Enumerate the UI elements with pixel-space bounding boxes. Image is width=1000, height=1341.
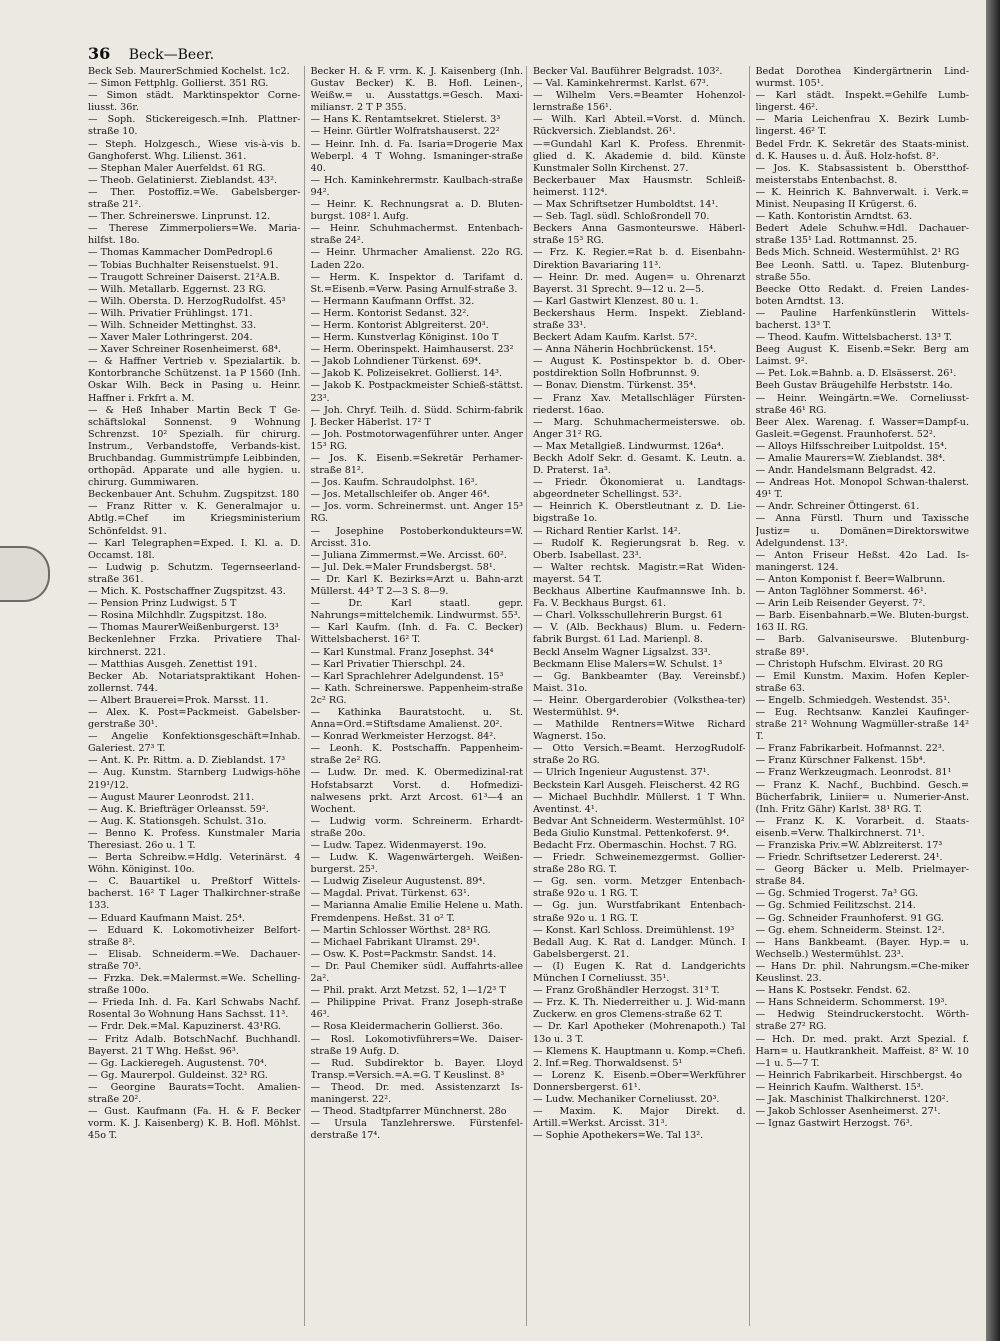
directory-entry: — Hermann Kaufmann Orffst. 32. xyxy=(310,295,475,307)
directory-entry: — Wilh. Privatier Frühlingst. 171. xyxy=(88,307,253,319)
directory-entry: — August K. Postinspektor b. d. Ober-postdirektion Solln Hofbrunnst. 9. xyxy=(533,356,746,380)
directory-entry: — Frz. K. Th. Niederreither u. J. Wid-mann Zuckerw. en gros Clemens-straße 62 T. xyxy=(533,997,746,1021)
directory-entry: — Karl Kaufm. (Inh. d. Fa. C. Becker) Wittelsbacherst. 16² T. xyxy=(310,622,523,646)
directory-entry: — Rosina Milchhdlr. Zugspitzst. 18o. xyxy=(88,610,267,622)
directory-entry: Beda Giulio Kunstmal. Pettenkoferst. 9⁴. xyxy=(533,827,730,839)
directory-entry: — Maxim. K. Major Direkt. d. Artill.=Werkst. Arcisst. 31³. xyxy=(533,1106,746,1130)
directory-entry: — Joh. Chryf. Teilh. d. Südd. Schirm-fabrik J. Becker Häberlst. 17² T xyxy=(310,404,523,428)
directory-entry: — Hans Bankbeamt. (Bayer. Hyp.= u. Wechselb.) Westermühlst. 23³. xyxy=(755,936,969,960)
directory-entry: — Barb. Galvaniseurswe. Blutenburg-straße 89¹. xyxy=(755,634,969,658)
directory-entry: — Karl Privatier Thierschpl. 24. xyxy=(310,658,466,670)
directory-entry: — Charl. Volksschullehrerin Burgst. 61 xyxy=(533,610,724,622)
directory-entry: — C. Bauartikel u. Preßtorf Wittels-bacherst. 16² T Lager Thalkirchner-straße 133. xyxy=(88,876,301,912)
directory-entry: — Andreas Hot. Monopol Schwan-thalerst. 49¹ T. xyxy=(755,477,969,501)
directory-entry: — Alex. K. Post=Packmeist. Gabelsber-gerstraße 30¹. xyxy=(88,706,301,731)
directory-entry: — Franz Xav. Metallschläger Fürsten-riederst. 16ao. xyxy=(533,392,746,416)
directory-entry: — Karl städt. Inspekt.=Gehilfe Lumb-lingerst. 46². xyxy=(755,90,969,114)
directory-entry: — Eug. Rechtsanw. Kanzlei Kaufinger-straße 21² Wohnung Wagmüller-straße 14² T. xyxy=(755,706,969,743)
directory-entry: — Soph. Stickereigesch.=Inh. Plattner-straße 10. xyxy=(88,114,301,138)
directory-entry: — Pension Prinz Ludwigst. 5 T xyxy=(88,598,237,610)
directory-entry: — Heinr. Weingärtn.=We. Corneliusst-straße 46¹ RG. xyxy=(755,392,969,416)
column-1 xyxy=(88,66,305,1326)
directory-entry: — Elisab. Schneiderm.=We. Dachauer-straße 70³. xyxy=(88,948,301,972)
directory-entry: — Marg. Schuhmachermeisterswe. ob. Anger 31² RG. xyxy=(533,416,746,440)
directory-entry: — Frzka. Dek.=Malermst.=We. Schelling-straße 100o. xyxy=(88,973,301,997)
directory-entry: — Hans K. Rentamtsekret. Stielerst. 3³ xyxy=(310,114,501,126)
directory-entry: — Pet. Lok.=Bahnb. a. D. Elsässerst. 26¹. xyxy=(755,368,957,380)
directory-entry: — Kath. Schreinerswe. Pappenheim-straße 2c² RG. xyxy=(310,682,523,706)
directory-entry: Beck Seb. MaurerSchmied Kochelst. 1c2. xyxy=(88,66,290,77)
directory-entry: — Tobias Buchhalter Reisenstuelst. 91. xyxy=(88,259,279,271)
directory-entry: — Ther. Postoffiz.=We. Gabelsberger-straße 21². xyxy=(88,186,301,211)
directory-entry: — Ludw. K. Wagenwärtergeh. Weißen-burgerst. 25³. xyxy=(310,852,523,876)
directory-entry: — Jos. K. Stabsassistent b. Oberstthof-meisterstabs Entenbachst. 8. xyxy=(755,162,969,186)
directory-entry: — Dr. Karl K. Bezirks=Arzt u. Bahn-arzt Müllerst. 44³ T 2—3 S. 8—9. xyxy=(310,573,523,598)
directory-entry: — Friedr. Schriftsetzer Ledererst. 24¹. xyxy=(755,852,943,864)
directory-entry: — Aug. K. Stationsgeh. Schulst. 31o. xyxy=(88,815,267,827)
directory-entry: — Jakob Lohndiener Türkenst. 69⁴. xyxy=(310,356,482,368)
directory-entry: — K. Heinrich K. Bahnverwalt. i. Verk.= Minist. Neupasing II Krügerst. 6. xyxy=(755,186,969,211)
directory-entry: — Maria Leichenfrau X. Bezirk Lumb-lingerst. 46² T. xyxy=(755,114,969,138)
directory-entry: — August Maurer Leonrodst. 211. xyxy=(88,791,255,803)
directory-entry: — Aug. K. Briefträger Orleansst. 59². xyxy=(88,803,269,815)
directory-entry: — Val. Kaminkehrermst. Karlst. 67³. xyxy=(533,78,709,90)
directory-entry: — Gg. Bankbeamter (Bay. Vereinsbf.) Maist. 31o. xyxy=(533,670,746,694)
directory-entry: — Friedr. Schweinemezgermst. Gollier-straße 28o RG. T. xyxy=(533,852,746,876)
directory-entry: — Ludw. Mechaniker Corneliusst. 20³. xyxy=(533,1093,720,1105)
directory-entry: — & Haffner Vertrieb v. Spezialartik. b. Kontorbranche Schützenst. 1a P 1560 (Inh. Oskar Wilh. Beck in Pasing u. Heinr. Haffner i. Frkfrt a. M. xyxy=(88,356,301,404)
directory-entry: — Phil. prakt. Arzt Metzst. 52, 1—1/2³ T xyxy=(310,985,506,997)
directory-entry: — Ulrich Ingenieur Augustenst. 37¹. xyxy=(533,767,710,779)
directory-entry: — Eduard Kaufmann Maist. 25⁴. xyxy=(88,912,245,924)
directory-entry: — Max Schriftsetzer Humboldtst. 14¹. xyxy=(533,199,719,211)
page-header xyxy=(88,44,214,63)
directory-entry: — Simon städt. Marktinspektor Corne-liusst. 36r. xyxy=(88,90,301,114)
directory-entry: — Gg. Schmied Trogerst. 7a³ GG. xyxy=(755,888,919,900)
directory-entry: — Anton Taglöhner Sommerst. 46¹. xyxy=(755,586,927,598)
directory-entry: — V. (Alb. Beckhaus) Blum. u. Federn-fabrik Burgst. 61 Lad. Marienpl. 8. xyxy=(533,622,746,646)
directory-entry: — Gg. Schmied Feilitzschst. 214. xyxy=(755,900,916,912)
directory-entry: — Jakob K. Postpackmeister Schieß-stättst. 23³. xyxy=(310,380,523,404)
directory-entry: Beckmann Elise Malers=W. Schulst. 1³ xyxy=(533,658,723,670)
directory-entry: — Rudolf K. Regierungsrat b. Reg. v. Oberb. Isabellast. 23³. xyxy=(533,537,746,561)
directory-entry: — Heinr. Gürtler Wolfratshauserst. 22² xyxy=(310,126,500,138)
directory-entry: — Matthias Ausgeh. Zenettist 191. xyxy=(88,658,258,670)
directory-entry: — Jos. K. Eisenb.=Sekretär Perhamer-straße 81². xyxy=(310,453,523,477)
directory-entry: — Engelb. Schmiedgeh. Westendst. 35¹. xyxy=(755,694,951,706)
directory-entry: — Franz Kürschner Falkenst. 15b⁴. xyxy=(755,755,926,767)
directory-entry: — Georg Bäcker u. Melb. Prielmayer-straße 84. xyxy=(755,864,969,888)
directory-entry: — Osw. K. Post=Packmstr. Sandst. 14. xyxy=(310,948,497,960)
running-title: Beck—Beer. xyxy=(128,47,215,63)
directory-entry: — Franz Großhändler Herzogst. 31³ T. xyxy=(533,985,720,997)
directory-entry: — Richard Rentier Karlst. 14². xyxy=(533,525,681,537)
directory-entry: — (I) Eugen K. Rat d. Landgerichts München I Corneliusst. 35¹. xyxy=(533,960,746,985)
directory-entry: — Jakob Schlosser Asenheimerst. 27¹. xyxy=(755,1106,941,1118)
directory-entry: — Lorenz K. Eisenb.=Ober=Werkführer Donnersbergerst. 61¹. xyxy=(533,1069,746,1093)
directory-entry: — Benno K. Profess. Kunstmaler Maria Theresiast. 26o u. 1 T. xyxy=(88,827,301,851)
directory-entry: — Dr. Karl Apotheker (Mohrenapoth.) Tal 13o u. 3 T. xyxy=(533,1021,746,1045)
directory-entry: Beckert Adam Kaufm. Karlst. 57². xyxy=(533,332,698,344)
directory-entry: — Joh. Postmotorwagenführer unter. Anger 15³ RG. xyxy=(310,428,523,452)
entry-columns xyxy=(88,66,972,1326)
directory-entry: — Marianna Amalie Emilie Helene u. Math. Fremdenpens. Heßst. 31 o² T. xyxy=(310,900,523,924)
directory-entry: — Eduard K. Lokomotivheizer Belfort-straße 8². xyxy=(88,924,301,948)
directory-entry: — Thomas MaurerWeißenburgerst. 13³ xyxy=(88,622,279,634)
directory-entry: — Herm. Kontorist Ablgreiterst. 20³. xyxy=(310,319,489,331)
directory-entry: Beer Alex. Warenag. f. Wasser=Dampf-u. Gasleit.=Gegenst. Fraunhoferst. 52². xyxy=(755,416,969,440)
directory-entry: — Ludwig p. Schutzm. Tegernseerland-straße 361. xyxy=(88,561,301,585)
directory-entry: Bedvar Ant Schneiderm. Westermühlst. 10² xyxy=(533,815,745,827)
page-number: 36 xyxy=(88,44,111,63)
directory-entry: — Stephan Maler Auerfeldst. 61 RG. xyxy=(88,162,266,174)
directory-entry: — Franziska Priv.=W. Ablzreiterst. 17³ xyxy=(755,840,943,851)
directory-entry: Becker H. & F. vrm. K. J. Kaisenberg (Inh. Gustav Becker) K. B. Hofl. Leinen-, Weißw.= u. Ausstattgs.=Gesch. Maxi-miliansт. 2 T P 355. xyxy=(310,66,523,114)
directory-entry: — Gg. ehem. Schneiderm. Steinst. 12². xyxy=(755,924,945,936)
directory-entry: Beckerbauer Max Hausmstr. Schleiß-heimerst. 112⁴. xyxy=(533,174,746,198)
directory-entry: — Berta Schreibw.=Hdlg. Veterinärst. 4 Wöhn. Königinst. 10o. xyxy=(88,852,301,876)
directory-entry: — Martin Schlosser Wörthst. 28³ RG. xyxy=(310,924,491,936)
directory-entry: — Ludw. Dr. med. K. Obermedizinal-rat Hofstabsarzt Vorst. d. Hofmedizi-nalwesens prkt. Arzt Arcost. 61³—4 an Wochent. xyxy=(310,767,523,815)
directory-entry: — Sophie Apothekers=We. Tal 13². xyxy=(533,1130,704,1142)
directory-entry: Bee Leonh. Sattl. u. Tapez. Blutenburg-straße 55o. xyxy=(755,259,969,283)
directory-entry: — Ludw. Tapez. Widenmayerst. 19o. xyxy=(310,840,487,851)
directory-entry: — Barb. Eisenbahnarb.=We. Bluten-burgst. 163 II. RG. xyxy=(755,610,969,634)
directory-entry: —=Gundahl Karl K. Profess. Ehrenmit-glied d. K. Akademie d. bild. Künste Kunstmaler Solln Kirchenst. 27. xyxy=(533,138,746,174)
directory-entry: — Wilh. Metallarb. Eggernst. 23 RG. xyxy=(88,283,266,295)
directory-entry: — Georgine Baurats=Tocht. Amalien-straße 20². xyxy=(88,1081,301,1105)
directory-entry: Becker Ab. Notariatspraktikant Hohen-zollernst. 744. xyxy=(88,670,301,694)
directory-entry: — Steph. Holzgesch., Wiese vis-à-vis b. Ganghoferst. Whg. Lilienst. 361. xyxy=(88,138,301,162)
directory-entry: — Bonav. Dienstm. Türkenst. 35⁴. xyxy=(533,380,697,392)
directory-entry: — Mich. K. Postschaffner Zugspitzst. 43. xyxy=(88,586,286,598)
directory-entry: — Walter rechtsk. Magistr.=Rat Widen-mayerst. 54 T. xyxy=(533,561,746,585)
directory-entry: — Ursula Tanzlehrerswe. Fürstenfel-derstraße 17⁴. xyxy=(310,1118,523,1142)
directory-entry: — Heinr. K. Rechnungsrat a. D. Bluten-burgst. 108² l. Aufg. xyxy=(310,199,523,223)
directory-entry: — Juliana Zimmermst.=We. Arcisst. 60². xyxy=(310,549,507,561)
directory-entry: — Karl Gastwirt Klenzest. 80 u. 1. xyxy=(533,295,699,307)
directory-entry: — Mathilde Rentners=Witwe Richard Wagnerst. 15o. xyxy=(533,719,746,743)
directory-entry: — Frz. K. Regier.=Rat b. d. Eisenbahn-Direktion Bavariaring 11³. xyxy=(533,247,746,271)
column-3 xyxy=(533,66,750,1326)
directory-entry: Bedel Frdr. K. Sekretär des Staats-minist. d. K. Hauses u. d. Äuß. Holz-hofst. 8². xyxy=(755,138,969,162)
directory-entry: Beckh Adolf Sekr. d. Gesamt. K. Leutn. a. D. Praterst. 1a³. xyxy=(533,453,746,477)
directory-entry: — Hedwig Steindruckerstocht. Wörth-straße 27² RG. xyxy=(755,1009,969,1033)
directory-entry: — Alloys Hilfsschreiber Luitpoldst. 15⁴. xyxy=(755,440,948,452)
directory-entry: — Rosl. Lokomotivführers=We. Daiser-straße 19 Aufg. D. xyxy=(310,1033,523,1057)
directory-entry: — Konrad Werkmeister Herzogst. 84². xyxy=(310,731,497,743)
directory-entry: — Kath. Kontoristin Arndtst. 63. xyxy=(755,211,913,223)
directory-entry: — Amalie Maurers=W. Zieblandst. 38⁴. xyxy=(755,453,946,464)
directory-entry: — & Heß Inhaber Martin Beck T Ge-schäftslokal Sonnenst. 9 Wohnung Schrenzst. 10² Spezialh. für chirurg. Instrum., Verbandstoffe, Verbands-kist. Bruchbandag. Gummistrümpfe Leibbinden, orthopäd. Apparate und alle hygien. u. chirurg. Gummiwaren. xyxy=(88,404,301,489)
directory-entry: — Michael Fabrikant Ulramst. 29¹. xyxy=(310,936,480,948)
directory-entry: — Friedr. Ökonomierat u. Landtags-abgeordneter Schellingst. 53². xyxy=(533,477,746,501)
directory-entry: — Xaver Schreiner Rosenheimerst. 68⁴. xyxy=(88,344,281,356)
directory-entry: — Hch. Dr. med. prakt. Arzt Spezial. f. Harn= u. Hautkrankheit. Maffeist. 8² W. 10—1 u. 5—7 T. xyxy=(755,1033,969,1069)
directory-entry: — Heinr. Dr. med. Augen= u. Ohrenarzt Bayerst. 31 Sprecht. 9—12 u. 2—5. xyxy=(533,271,746,295)
directory-entry: — Anton Friseur Heßst. 42o Lad. Is-maningerst. 124. xyxy=(755,549,969,573)
directory-entry: — Anna Fürstl. Thurn und Taxissche Justiz= u. Domänen=Direktorswitwe Adelgundenst. 13². xyxy=(755,513,969,549)
directory-entry: — Theob. Gelatinierst. Zieblandst. 43². xyxy=(88,174,277,186)
directory-entry: Bedat Dorothea Kindergärtnerin Lind-wurmst. 105¹. xyxy=(755,66,969,90)
directory-entry: — Theod. Kaufm. Wittelsbacherst. 13³ T. xyxy=(755,332,953,344)
directory-entry: — Thomas Kammacher DomPedropl.6 xyxy=(88,247,273,259)
directory-entry: — Franz Werkzeugmach. Leonrodst. 81¹ xyxy=(755,767,952,779)
directory-entry: — Karl Sprachlehrer Adelgundenst. 15³ xyxy=(310,670,504,682)
directory-entry: — Philippine Privat. Franz Joseph-straße 46³. xyxy=(310,997,523,1021)
directory-entry: — Wilh. Karl Abteil.=Vorst. d. Münch. Rückversich. Zieblandst. 26¹. xyxy=(533,114,746,138)
directory-entry: Beckhaus Albertine Kaufmannswe Inh. b. Fa. V. Beckhaus Burgst. 61. xyxy=(533,586,746,610)
directory-entry: — Heinr. Obergarderobier (Volksthea-ter) Westermühlst. 9⁴. xyxy=(533,694,746,718)
directory-entry: — Ant. K. Pr. Rittm. a. D. Zieblandst. 17³ xyxy=(88,755,286,767)
directory-entry: — Franz Fabrikarbeit. Hofmannst. 22³. xyxy=(755,743,945,755)
directory-entry: — Arin Leib Reisender Geyerst. 7². xyxy=(755,598,926,610)
directory-entry: — Rosa Kleidermacherin Gollierst. 36o. xyxy=(310,1021,503,1033)
directory-entry: — Emil Kunstm. Maxim. Hofen Kepler-straße 63. xyxy=(755,670,969,694)
directory-entry: — Otto Versich.=Beamt. HerzogRudolf-straße 2o RG. xyxy=(533,743,746,767)
directory-entry: — Andr. Handelsmann Belgradst. 42. xyxy=(755,465,936,477)
directory-entry: — Magdal. Privat. Türkenst. 63¹. xyxy=(310,888,470,900)
directory-entry: — Anna Näherin Hochbrückenst. 15⁴. xyxy=(533,344,717,356)
directory-entry: — Leonh. K. Postschaffn. Pappenheim-straße 2e² RG. xyxy=(310,743,523,767)
directory-entry: — Ludwig Ziseleur Augustenst. 89⁴. xyxy=(310,876,486,888)
directory-entry: — Jos. vorm. Schreinermst. unt. Anger 15³ RG. xyxy=(310,501,523,525)
directory-entry: — Josephine Postoberkondukteurs=W. Arcisst. 31o. xyxy=(310,525,523,549)
directory-entry: — Klemens K. Hauptmann u. Komp.=Chefi. 2. Inf.=Reg. Thorwaldsenst. 5¹ xyxy=(533,1045,746,1069)
directory-entry: — Ludwig vorm. Schreinerm. Erhardt-straße 20o. xyxy=(310,815,523,839)
directory-entry: — Gust. Kaufmann (Fa. H. & F. Becker vorm. K. J. Kaisenberg) K. B. Hofl. Möhlst. 45o T. xyxy=(88,1106,301,1142)
directory-entry: — Frieda Inh. d. Fa. Karl Schwabs Nachf. Rosental 3o Wohnung Hans Sachsst. 11³. xyxy=(88,997,301,1021)
directory-entry: Beecke Otto Redakt. d. Freien Landes-boten Arndtst. 13. xyxy=(755,283,969,307)
directory-entry: Beeh Gustav Bräugehilfe Herbststr. 14o. xyxy=(755,380,953,392)
directory-entry: — Gg. Maurerpol. Guldeinst. 32³ RG. xyxy=(88,1069,268,1081)
directory-entry: — Ther. Schreinerswe. Linprunst. 12. xyxy=(88,211,271,223)
directory-entry: — Aug. Kunstm. Starnberg Ludwigs-höhe 219¹/12. xyxy=(88,767,301,791)
directory-entry: — Franz K. K. Vorarbeit. d. Staats-eisenb.=Verw. Thalkirchnerst. 71¹. xyxy=(755,815,969,839)
directory-entry: — Jakob K. Polizeisekret. Gollierst. 14³. xyxy=(310,368,503,380)
directory-entry: — Jul. Dek.=Maler Frundsbergst. 58¹. xyxy=(310,561,496,573)
directory-entry: — Hch. Kaminkehrermstr. Kaulbach-straße 94². xyxy=(310,174,523,198)
directory-entry: — Herm. Kunstverlag Königinst. 10o T xyxy=(310,332,499,344)
directory-entry: — Jos. Kaufm. Schraudolphst. 16³. xyxy=(310,477,478,489)
directory-entry: Bedacht Frz. Obermaschin. Hochst. 7 RG. xyxy=(533,840,737,851)
directory-entry: — Simon Fettphlg. Gollierst. 351 RG. xyxy=(88,78,269,90)
directory-entry: — Gg. jun. Wurstfabrikant Entenbach-straße 92o u. 1 RG. T. xyxy=(533,900,746,924)
column-4 xyxy=(756,66,973,1326)
directory-entry: — Karl Kunstmal. Franz Josephst. 34⁴ xyxy=(310,646,494,658)
directory-entry: — Seb. Tagl. südl. Schloßrondell 70. xyxy=(533,211,710,223)
directory-entry: — Pauline Harfenkünstlerin Wittels-bacherst. 13³ T. xyxy=(755,307,969,331)
directory-entry: Bedert Adele Schuhw.=Hdl. Dachauer-straße 135¹ Lad. Rottmannst. 25. xyxy=(755,223,969,247)
directory-entry: Beckershaus Herm. Inspekt. Ziebland-straße 33¹. xyxy=(533,307,746,331)
directory-entry: Beeg August K. Eisenb.=Sekr. Berg am Laimst. 9². xyxy=(755,344,969,368)
directory-entry: — Frdr. Dek.=Mal. Kapuzinerst. 43¹RG. xyxy=(88,1021,281,1033)
directory-entry: — Wilhelm Vers.=Beamter Hohenzol-lernstraße 156¹. xyxy=(533,90,746,114)
directory-entry: Beckenbauer Ant. Schuhm. Zugspitzst. 180 xyxy=(88,489,300,501)
column-2 xyxy=(311,66,528,1326)
directory-entry: Beds Mich. Schneid. Westermühlst. 2¹ RG xyxy=(755,247,960,259)
directory-entry: Beckers Anna Gasmonteurswe. Häberl-straße 15³ RG. xyxy=(533,223,746,247)
directory-entry: — Heinr. Inh. d. Fa. Isaria=Drogerie Max Weberpl. 4 T Wohng. Ismaninger-straße 40. xyxy=(310,138,523,174)
directory-entry: — Heinrich Kaufm. Waltherst. 15³. xyxy=(755,1081,924,1093)
directory-entry: — Herm. K. Inspektor d. Tarifamt d. St.=Eisenb.=Verw. Pasing Arnulf-straße 3. xyxy=(310,271,523,295)
directory-entry: — Wilh. Oberstа. D. HerzogRudolfst. 45³ xyxy=(88,295,286,307)
directory-entry: — Heinrich Fabrikarbeit. Hirschbergst. 4o xyxy=(755,1069,962,1081)
directory-entry: — Heinr. Schuhmachermst. Entenbach-straße 24². xyxy=(310,223,523,247)
directory-entry: — Christoph Hufschm. Elvirast. 20 RG xyxy=(755,658,943,670)
page-edge-shadow xyxy=(986,0,1000,1341)
directory-entry: — Theod. Dr. med. Assistenzarzt Is-maningerst. 22². xyxy=(310,1081,523,1105)
directory-entry: — Fritz Adalb. BotschNachf. Buchhandl. Bayerst. 21 T Whg. Heßst. 96³. xyxy=(88,1033,301,1057)
directory-entry: — Jak. Maschinist Thalkirchnerst. 120². xyxy=(755,1093,949,1105)
directory-entry: — Ignaz Gastwirt Herzogst. 76³. xyxy=(755,1118,913,1130)
directory-entry: — Dr. Karl staatl. gepr. Nahrungs=mittelchemik. Lindwurmst. 55³. xyxy=(310,598,523,622)
directory-entry: — Herm. Kontorist Sedanst. 32². xyxy=(310,307,470,319)
directory-entry: — Hans Schneiderm. Schommerst. 19³. xyxy=(755,997,948,1009)
directory-entry: — Albert Brauerei=Prok. Marsst. 11. xyxy=(88,694,269,706)
directory-entry: Bedall Aug. K. Rat d. Landger. Münch. I Gabelsbergerst. 21. xyxy=(533,936,746,960)
directory-entry: — Karl Telegraphen=Exped. I. Kl. a. D. Occamst. 18l. xyxy=(88,537,301,561)
directory-entry: — Xaver Maler Lothringerst. 204. xyxy=(88,332,253,344)
directory-entry: — Andr. Schreiner Öttingerst. 61. xyxy=(755,501,920,513)
directory-entry: — Traugott Schreiner Daiserst. 21²A.B. xyxy=(88,271,280,283)
directory-entry: — Heinrich K. Oberstleutnant z. D. Lie-bigstraße 1o. xyxy=(533,501,746,525)
directory-entry: Becker Val. Bauführer Belgradst. 103². xyxy=(533,66,723,77)
directory-entry: — Therese Zimmerpoliers=We. Maria-hilfst. 18o. xyxy=(88,223,301,247)
directory-entry: — Hans Dr. phil. Nahrungsm.=Che-miker Keuslinst. 23. xyxy=(755,960,969,985)
directory-entry: — Angelie Konfektionsgeschäft=Inhab. Galeriest. 27³ T. xyxy=(88,731,301,755)
directory-entry: Beckenlehner Frzka. Privatiere Thal-kirchnerst. 221. xyxy=(88,634,301,658)
directory-entry: — Franz K. Nachf., Buchbind. Gesch.= Bücherfabrik, Liniier= u. Numerier-Anst. (Inh. Fritz Gähr) Karlst. 38¹ RG. T. xyxy=(755,779,969,815)
directory-entry: Beckstein Karl Ausgeh. Fleischerst. 42 RG xyxy=(533,779,740,791)
directory-entry: Beckl Anselm Wagner Ligsalzst. 33³. xyxy=(533,646,711,658)
directory-entry: — Franz Ritter v. K. Generalmajor u. Abtlg.=Chef im Kriegsministerium Schönfeldst. 91. xyxy=(88,501,301,537)
directory-entry: — Hans K. Postsekr. Fendst. 62. xyxy=(755,985,911,997)
directory-entry: — Jos. Metallschleifer ob. Anger 46⁴. xyxy=(310,489,490,501)
directory-entry: — Heinr. Uhrmacher Amalienst. 22o RG. Laden 22o. xyxy=(310,247,523,271)
directory-entry: — Anton Komponist f. Beer=Walbrunn. xyxy=(755,573,946,585)
directory-entry: — Dr. Paul Chemiker südl. Auffahrts-allee 2a². xyxy=(310,960,523,985)
directory-entry: — Gg. Lackieregeh. Augustenst. 70⁴. xyxy=(88,1057,267,1069)
directory-entry: — Max Metallgieß. Lindwurmst. 126a⁴. xyxy=(533,440,724,452)
directory-entry: — Kathinka Bauratstocht. u. St. Anna=Ord.=Stiftsdame Amalienst. 20². xyxy=(310,706,523,731)
directory-entry: — Rud. Subdirektor b. Bayer. Lloyd Transp.=Versich.=A.=G. T Keuslinst. 8³ xyxy=(310,1057,523,1081)
directory-entry: — Theod. Stadtpfarrer Münchnerst. 28o xyxy=(310,1106,507,1118)
binder-tab xyxy=(0,546,50,602)
directory-entry: — Gg. sen. vorm. Metzger Entenbach-straße 92o u. 1 RG. T. xyxy=(533,876,746,900)
directory-entry: — Gg. Schneider Fraunhoferst. 91 GG. xyxy=(755,912,944,924)
directory-entry: — Wilh. Schneider Mettinghst. 33. xyxy=(88,319,257,331)
directory-entry: — Herm. Oberinspekt. Haimhauserst. 23² xyxy=(310,344,514,356)
directory-entry: — Michael Buchhdlr. Müllerst. 1 T Whn. Aventinst. 4¹. xyxy=(533,791,746,815)
directory-entry: — Konst. Karl Schloss. Dreimühlenst. 19³ xyxy=(533,924,735,936)
